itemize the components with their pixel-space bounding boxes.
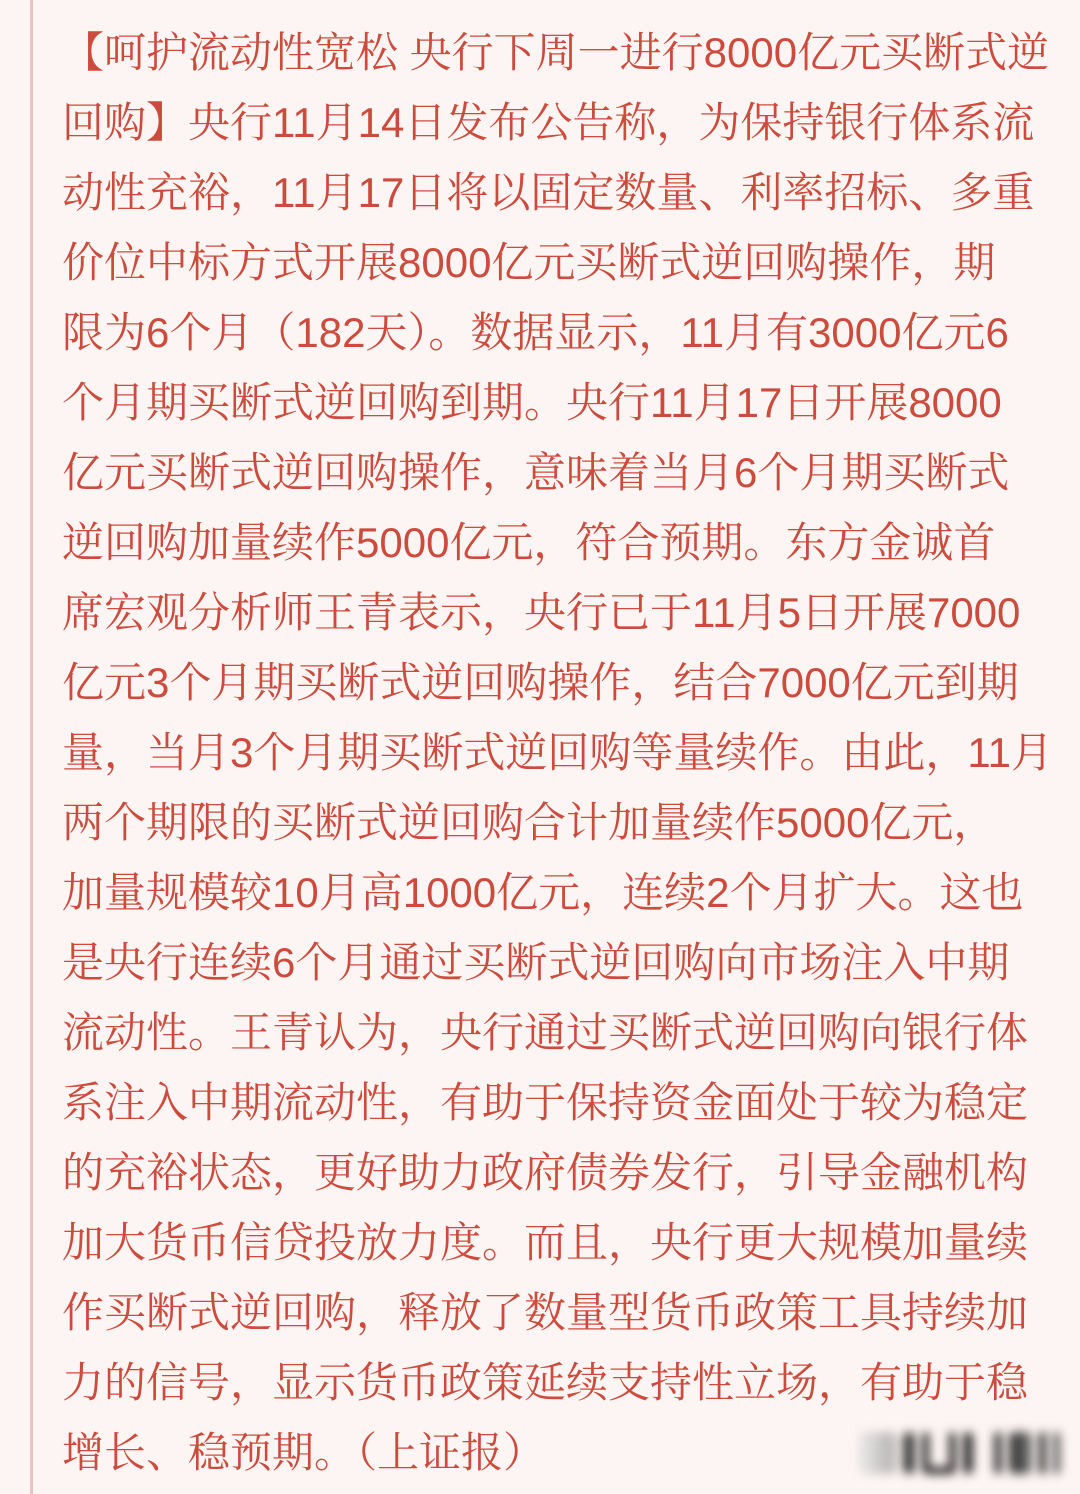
watermark-blob <box>994 1432 1002 1474</box>
watermark-blob <box>1009 1432 1032 1474</box>
text-line: 作买断式逆回购，释放了数量型货币政策工具持续加 <box>62 1289 1029 1336</box>
text-line: 加量规模较10月高1000亿元，连续2个月扩大。这也 <box>62 869 1024 916</box>
text-line: 是央行连续6个月通过买断式逆回购向市场注入中期 <box>62 939 1010 986</box>
text-line: 亿元买断式逆回购操作，意味着当月6个月期买断式 <box>62 449 1010 496</box>
text-line: 回购】央行11月14日发布公告称，为保持银行体系流 <box>62 99 1035 146</box>
text-line: 【呵护流动性宽松 央行下周一进行8000亿元买断式逆 <box>62 29 1050 76</box>
quote-accent-bar <box>30 0 33 1494</box>
text-line: 量，当月3个月期买断式逆回购等量续作。由此，11月 <box>62 729 1053 776</box>
text-line: 个月期买断式逆回购到期。央行11月17日开展8000 <box>62 379 1002 426</box>
text-line: 的充裕状态，更好助力政府债券发行，引导金融机构 <box>62 1149 1029 1196</box>
watermark-blob <box>1053 1432 1060 1474</box>
blurred-watermark <box>858 1432 1060 1474</box>
watermark-blob <box>903 1432 915 1474</box>
text-line: 系注入中期流动性，有助于保持资金面处于较为稳定 <box>62 1079 1029 1126</box>
post-text <box>62 18 1053 1488</box>
text-line: 逆回购加量续作5000亿元，符合预期。东方金诚首 <box>62 519 996 566</box>
watermark-blob <box>922 1432 956 1474</box>
text-line: 动性充裕，11月17日将以固定数量、利率招标、多重 <box>62 169 1035 216</box>
text-line: 两个期限的买断式逆回购合计加量续作5000亿元， <box>62 799 996 846</box>
text-line: 亿元3个月期买断式逆回购操作，结合7000亿元到期 <box>62 659 1019 706</box>
text-line: 限为6个月（182天）。数据显示，11月有3000亿元6 <box>62 309 1009 356</box>
watermark-blob <box>963 1432 973 1474</box>
watermark-blob <box>1039 1432 1047 1474</box>
text-line: 加大货币信贷投放力度。而且，央行更大规模加量续 <box>62 1219 1029 1266</box>
text-line: 力的信号，显示货币政策延续支持性立场，有助于稳 <box>62 1359 1029 1406</box>
watermark-blob <box>858 1432 896 1474</box>
text-line: 价位中标方式开展8000亿元买断式逆回购操作，期 <box>62 239 996 286</box>
text-line: 增长、稳预期。（上证报） <box>62 1429 546 1476</box>
text-line: 流动性。王青认为，央行通过买断式逆回购向银行体 <box>62 1009 1029 1056</box>
text-line: 席宏观分析师王青表示，央行已于11月5日开展7000 <box>62 589 1021 636</box>
